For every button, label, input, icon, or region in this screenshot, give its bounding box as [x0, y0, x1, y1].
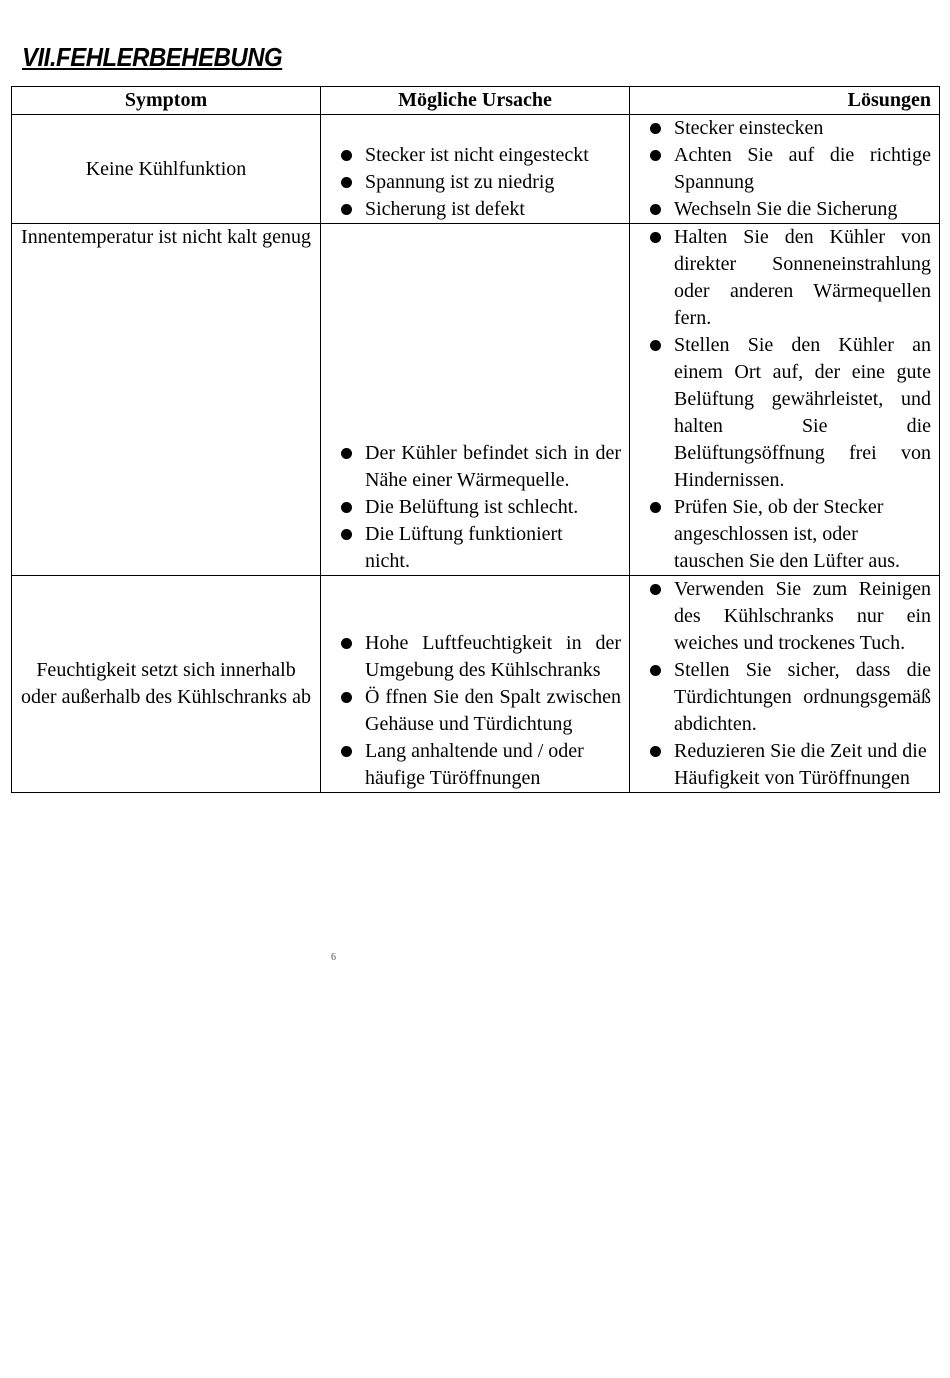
symptom-cell: Keine Kühlfunktion [12, 115, 321, 224]
list-item: Reduzieren Sie die Zeit und die Häufigkeit von Türöffnungen [638, 738, 931, 792]
troubleshooting-table [11, 86, 940, 793]
list-item: Ö ffnen Sie den Spalt zwischen Gehäuse und Türdichtung [329, 684, 621, 738]
list-item: Die Belüftung ist schlecht. [329, 494, 621, 521]
solution-cell [630, 224, 940, 576]
solution-list [638, 576, 931, 792]
cause-cell [321, 576, 630, 793]
list-item: Spannung ist zu niedrig [329, 169, 621, 196]
header-cause: Mögliche Ursache [321, 87, 630, 115]
table-row [12, 115, 940, 224]
list-item: Achten Sie auf die richtige Spannung [638, 142, 931, 196]
solution-list [638, 115, 931, 223]
list-item: Verwenden Sie zum Reinigen des Kühlschranks nur ein weiches und trockenes Tuch. [638, 576, 931, 657]
list-item: Hohe Luftfeuchtigkeit in der Umgebung des Kühlschranks [329, 630, 621, 684]
table-row [12, 224, 940, 576]
solution-list [638, 224, 931, 575]
list-item: Prüfen Sie, ob der Stecker angeschlossen ist, oder tauschen Sie den Lüfter aus. [638, 494, 931, 575]
list-item: Der Kühler befindet sich in der Nähe einer Wärmequelle. [329, 440, 621, 494]
symptom-cell: Feuchtigkeit setzt sich innerhalb oder außerhalb des Kühlschranks ab [12, 576, 321, 793]
table-header-row [12, 87, 940, 115]
solution-cell [630, 115, 940, 224]
header-symptom: Symptom [12, 87, 321, 115]
cause-cell [321, 115, 630, 224]
list-item: Lang anhaltende und / oder häufige Türöffnungen [329, 738, 621, 792]
symptom-cell: Innentemperatur ist nicht kalt genug [12, 224, 321, 576]
list-item: Stellen Sie sicher, dass die Türdichtungen ordnungsgemäß abdichten. [638, 657, 931, 738]
cause-list [329, 630, 621, 792]
list-item: Sicherung ist defekt [329, 196, 621, 223]
page-number: 6 [331, 952, 336, 963]
list-item: Stecker einstecken [638, 115, 931, 142]
list-item: Stecker ist nicht eingesteckt [329, 142, 621, 169]
list-item: Stellen Sie den Kühler an einem Ort auf, der eine gute Belüftung gewährleistet, und halten Sie die Belüftungsöffnung frei von Hindernissen. [638, 332, 931, 494]
cause-list [329, 142, 621, 223]
solution-cell [630, 576, 940, 793]
list-item: Wechseln Sie die Sicherung [638, 196, 931, 223]
list-item: Halten Sie den Kühler von direkter Sonneneinstrahlung oder anderen Wärmequellen fern. [638, 224, 931, 332]
list-item: Die Lüftung funktioniert nicht. [329, 521, 621, 575]
table-row [12, 576, 940, 793]
header-solution: Lösungen [630, 87, 940, 115]
section-title: VII.FEHLERBEHEBUNG [22, 42, 283, 72]
cause-list [329, 440, 621, 575]
cause-cell [321, 224, 630, 576]
